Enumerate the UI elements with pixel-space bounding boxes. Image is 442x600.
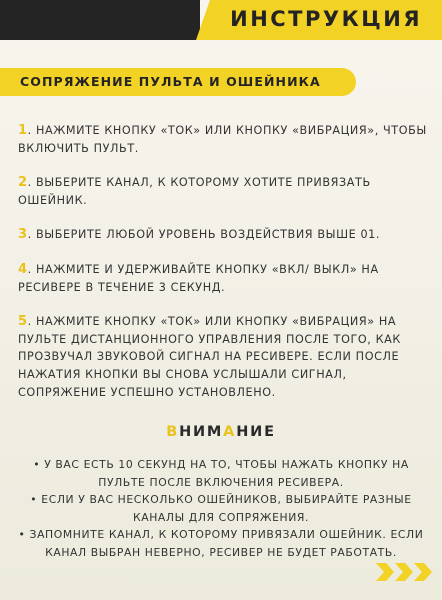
attention-title-highlight: А: [223, 424, 237, 440]
step-text: . НАЖМИТЕ КНОПКУ «ТОК» ИЛИ КНОПКУ «ВИБРАЦИЯ» НА ПУЛЬТЕ ДИСТАНЦИОННОГО УПРАВЛЕНИЯ ПОСЛЕ ТОГО, КАК ПРОЗВУЧАЛ ЗВУКОВОЙ СИГНАЛ НА РЕСИВЕРЕ. ЕСЛИ ПОСЛЕ НАЖАТИЯ КНОПКИ ВЫ СНОВА УСЛЫШАЛИ СИГНАЛ, СОПРЯЖЕНИЕ УСПЕШНО УСТАНОВЛЕНО.: [18, 315, 401, 399]
attention-title: [0, 424, 442, 440]
attention-title-start: В: [166, 424, 180, 440]
header-dark-block: [0, 0, 200, 40]
step-text: . ВЫБЕРИТЕ КАНАЛ, К КОТОРОМУ ХОТИТЕ ПРИВЯЗАТЬ ОШЕЙНИК.: [18, 176, 371, 207]
step-item: [18, 122, 428, 157]
note-item: • У ВАС ЕСТЬ 10 СЕКУНД НА ТО, ЧТОБЫ НАЖАТЬ КНОПКУ НА ПУЛЬТЕ ПОСЛЕ ВКЛЮЧЕНИЯ РЕСИВЕРА.: [33, 458, 409, 489]
step-text: . НАЖМИТЕ И УДЕРЖИВАЙТЕ КНОПКУ «ВКЛ/ ВЫКЛ» НА РЕСИВЕРЕ В ТЕЧЕНИЕ 3 СЕКУНД.: [18, 262, 379, 294]
step-number: 3: [18, 227, 28, 243]
step-item: [18, 313, 428, 401]
steps-list: [18, 122, 428, 418]
step-number: 2: [18, 175, 28, 191]
step-number: 1: [18, 123, 28, 138]
attention-title-mid: НИМ: [179, 424, 224, 440]
step-text: . ВЫБЕРИТЕ ЛЮБОЙ УРОВЕНЬ ВОЗДЕЙСТВИЯ ВЫШЕ 01.: [27, 228, 381, 242]
step-item: [18, 174, 428, 209]
section-title: СОПРЯЖЕНИЕ ПУЛЬТА И ОШЕЙНИКА: [20, 74, 321, 89]
note-item: • ЕСЛИ У ВАС НЕСКОЛЬКО ОШЕЙНИКОВ, ВЫБИРАЙТЕ РАЗНЫЕ КАНАЛЫ ДЛЯ СОПРЯЖЕНИЯ.: [30, 493, 412, 524]
step-text: . НАЖМИТЕ КНОПКУ «ТОК» ИЛИ КНОПКУ «ВИБРАЦИЯ», ЧТОБЫ ВКЛЮЧИТЬ ПУЛЬТ.: [18, 124, 427, 155]
step-number: 4: [18, 261, 28, 277]
note-item: • ЗАПОМНИТЕ КАНАЛ, К КОТОРОМУ ПРИВЯЗАЛИ ОШЕЙНИК. ЕСЛИ КАНАЛ ВЫБРАН НЕВЕРНО, РЕСИВЕР НЕ БУДЕТ РАБОТАТЬ.: [18, 528, 424, 559]
step-item: [18, 261, 428, 296]
page-title: ИНСТРУКЦИЯ: [230, 7, 422, 31]
triple-chevron-right-icon: [374, 560, 434, 584]
step-number: 5: [18, 314, 28, 330]
step-item: [18, 226, 428, 244]
attention-title-end: НИЕ: [236, 424, 276, 440]
attention-notes: [8, 456, 434, 561]
